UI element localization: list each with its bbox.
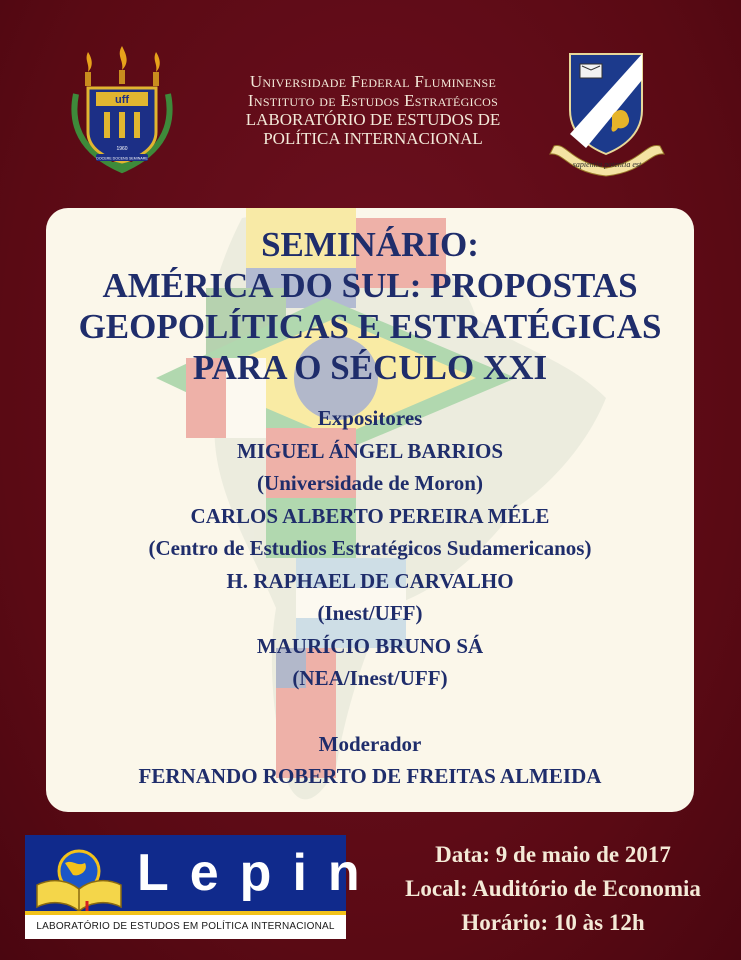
book-globe-icon [29, 841, 129, 915]
lepin-logo [25, 835, 381, 939]
speaker-affiliation: (Centro de Estudios Estratégicos Sudamericanos) [148, 536, 592, 560]
event-time: Horário: 10 às 12h [461, 910, 645, 935]
speaker-name: MIGUEL ÁNGEL BARRIOS [236, 438, 504, 463]
institution-line-policy: POLÍTICA INTERNACIONAL [263, 129, 483, 148]
event-info [370, 838, 736, 940]
institution-header [190, 72, 556, 148]
svg-text:1960: 1960 [116, 146, 128, 152]
svg-text:DOCERE DOCENS SEMINARE: DOCERE DOCENS SEMINARE [96, 156, 148, 161]
speaker-affiliation: (NEA/Inest/UFF) [292, 666, 448, 690]
title-line-geopolitics: GEOPOLÍTICAS E ESTRATÉGICAS [78, 307, 662, 346]
inest-motto: sapientia potentia est [572, 160, 642, 169]
speaker-name: CARLOS ALBERTO PEREIRA MÉLE [190, 503, 550, 528]
moderator-section [46, 728, 694, 792]
institution-line-institute: Instituto de Estudos Estratégicos [247, 91, 499, 110]
speaker-name: H. RAPHAEL DE CARVALHO [226, 568, 514, 593]
speaker-affiliation: (Universidade de Moron) [257, 471, 483, 495]
event-place: Local: Auditório de Economia [405, 876, 701, 901]
lepin-wordmark: Lepin [137, 844, 381, 902]
speakers-list [46, 402, 694, 695]
title-line-america: AMÉRICA DO SUL: PROPOSTAS [102, 266, 638, 305]
uff-monogram: uff [114, 94, 130, 106]
seminar-title [46, 224, 694, 388]
title-line-seminar: SEMINÁRIO: [261, 225, 479, 264]
speaker-affiliation: (Inest/UFF) [317, 601, 423, 625]
lepin-caption: LABORATÓRIO DE ESTUDOS EM POLÍTICA INTERNACIONAL [36, 921, 335, 932]
moderator-name: FERNANDO ROBERTO DE FREITAS ALMEIDA [138, 764, 602, 788]
speaker-name: MAURÍCIO BRUNO SÁ [256, 633, 484, 658]
event-date: Data: 9 de maio de 2017 [435, 842, 671, 867]
institution-line-university: Universidade Federal Fluminense [249, 72, 497, 91]
uff-crest-icon [66, 44, 178, 176]
inest-crest-icon [546, 50, 668, 178]
institution-line-lab: LABORATÓRIO DE ESTUDOS DE [245, 110, 501, 129]
title-line-century: PARA O SÉCULO XXI [192, 348, 548, 387]
seminar-panel [46, 208, 694, 812]
lepin-caption-strip [25, 911, 346, 939]
moderator-heading: Moderador [318, 732, 422, 756]
speakers-heading: Expositores [317, 406, 423, 430]
